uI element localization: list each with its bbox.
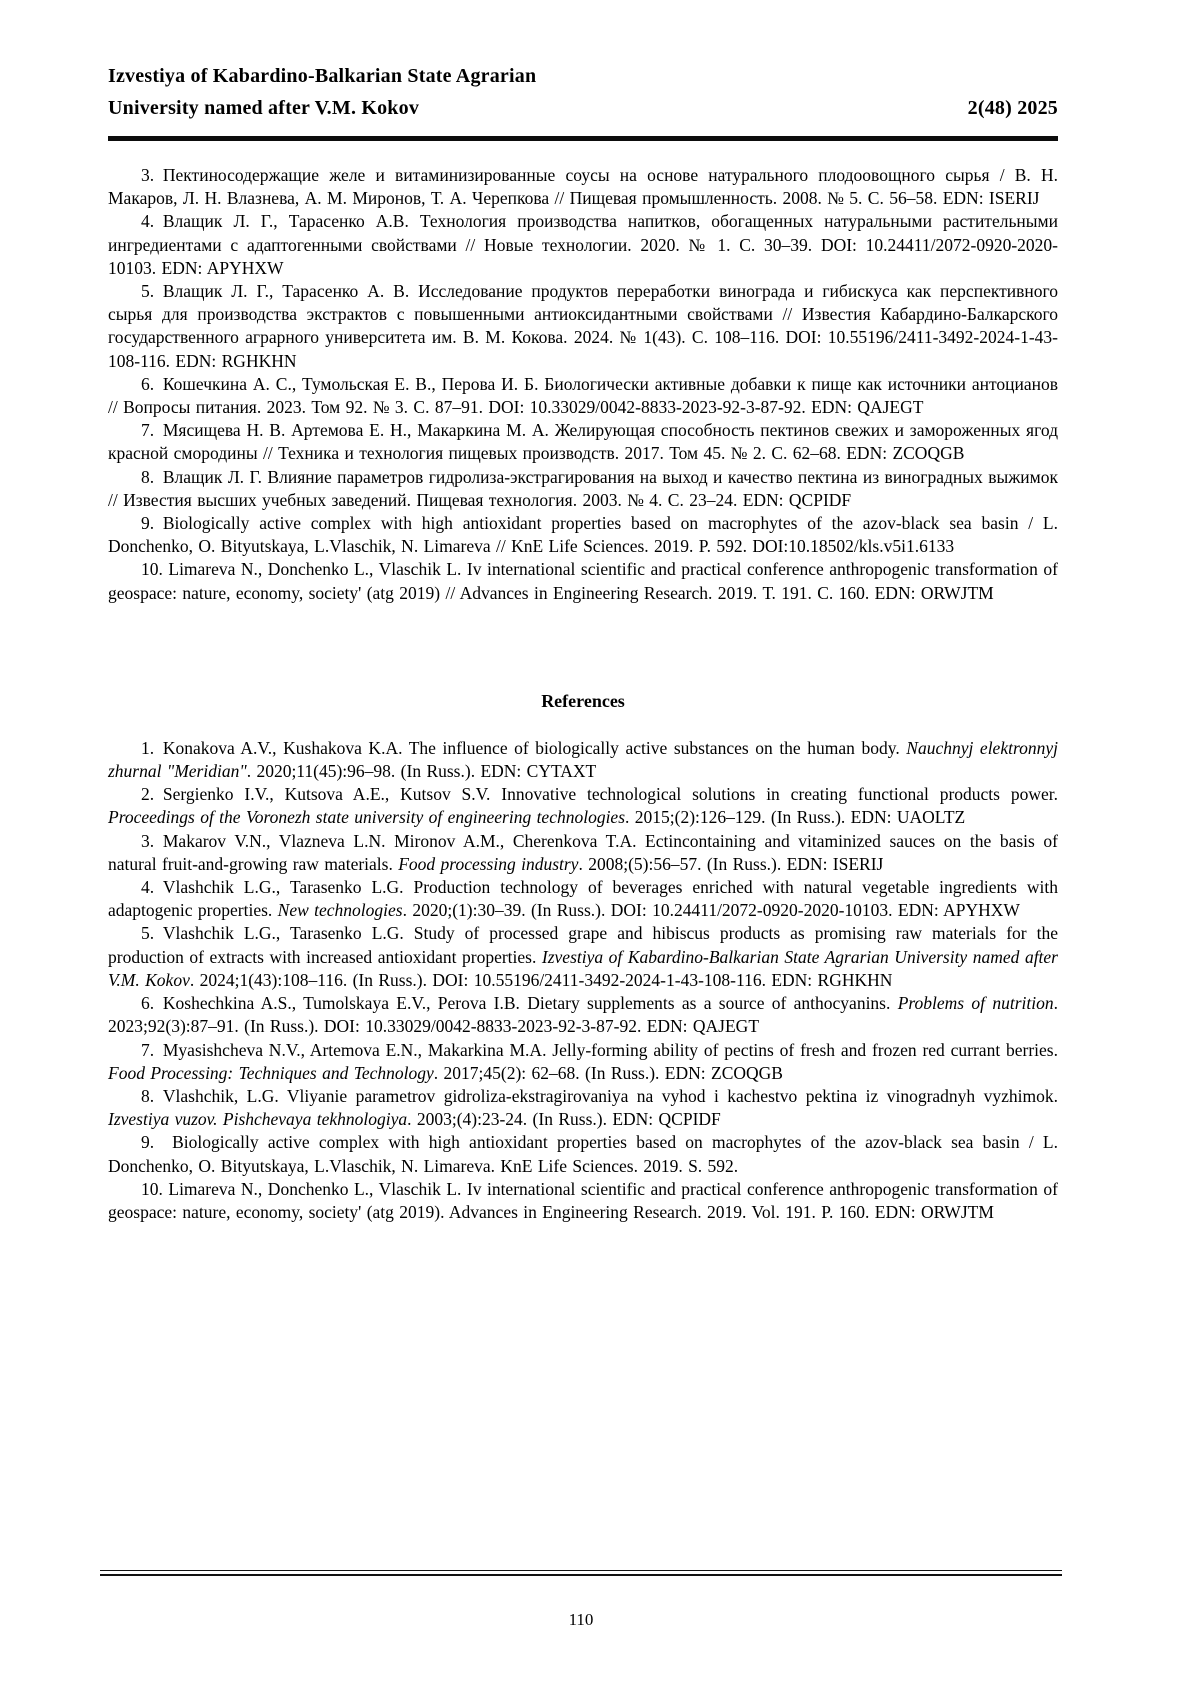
journal-title-italic: Problems of nutrition [897,993,1054,1014]
reference-item [108,512,1058,558]
journal-title-italic: Food Processing: Techniques and Technology [108,1062,434,1083]
footer-rule [100,1570,1062,1576]
english-references-section [108,737,1058,1224]
russian-references-section [108,164,1058,605]
references-heading: References [541,690,625,711]
reference-item [108,1085,1058,1131]
reference-text: . 2024;1(43):108–116. (In Russ.). DOI: 10.55196/2411-3492-2024-1-43-108-116. EDN: RGHKHN [189,969,893,990]
reference-item [108,737,1058,783]
reference-text: 8. Vlashchik, L.G. Vliyanie parametrov gidroliza-ekstragirovaniya na vyhod i kachestvo pektina iz vinogradnyh vyzhimok. [141,1085,1058,1106]
reference-text: 9. Biologically active complex with high antioxidant properties based on macrophytes of the azov-black sea basin / L. Donchenko, O. Bityutskaya, L.Vlaschik, N. Limareva. KnE Life Sciences. 2019. S. 592. [108,1132,1058,1176]
issue-number: 2(48) 2025 [967,97,1058,119]
reference-text: 5. Vlashchik L.G., Tarasenko L.G. Study of processed grape and hibiscus products as promising raw materials for the production of extracts with increased antioxidant properties. [108,923,1058,967]
reference-item [108,876,1058,922]
journal-title-line2-row [108,92,1058,124]
reference-item [108,992,1058,1038]
reference-text: 5. Влащик Л. Г., Тарасенко А. В. Исследование продуктов переработки винограда и гибискуса как перспективного сырья для производства экстрактов с повышенными антиоксидантными свойствами // Известия Кабардино-Балкарского государственного аграрного университета им. В. М. Кокова. 2024. № 1(43). С. 108–116. DOI: 10.55196/2411-3492-2024-1-43-108-116. EDN: RGHKHN [108,281,1058,371]
reference-item [108,164,1058,210]
reference-text: 1. Konakova A.V., Kushakova K.A. The influence of biologically active substances on the human body. [141,737,907,758]
reference-item [108,1131,1058,1177]
reference-text: . 2015;(2):126–129. (In Russ.). EDN: UAOLTZ [625,807,966,828]
reference-text: 10. Limareva N., Donchenko L., Vlaschik L. Iv international scientific and practical conference anthropogenic transformation of geospace: nature, economy, society' (atg 2019) // Advances in Engineering Research. 2019. Т. 191. С. 160. EDN: ORWJTM [108,559,1058,603]
reference-item [108,830,1058,876]
reference-text: 4. Vlashchik L.G., Tarasenko L.G. Production technology of beverages enriched with natural vegetable ingredients with adaptogenic properties. [108,877,1058,921]
reference-text: . 2020;11(45):96–98. (In Russ.). EDN: CYTAXT [246,761,597,782]
reference-item [108,1178,1058,1224]
journal-title-italic: Proceedings of the Voronezh state university of engineering technologies [108,807,626,828]
reference-text: 10. Limareva N., Donchenko L., Vlaschik L. Iv international scientific and practical conference anthropogenic transformation of geospace: nature, economy, society' (atg 2019). Advances in Engineering Research. 2019. Vol. 191. P. 160. EDN: ORWJTM [108,1178,1058,1222]
reference-item [108,922,1058,992]
reference-text: 3. Makarov V.N., Vlazneva L.N. Mironov A.M., Cherenkova T.A. Ectincontaining and vitaminized sauces on the basis of natural fruit-and-growing raw materials. [108,830,1058,874]
reference-text: 8. Влащик Л. Г. Влияние параметров гидролиза-экстрагирования на выход и качество пектина из виноградных выжимок // Известия высших учебных заведений. Пищевая технология. 2003. № 4. С. 23–24. EDN: QCPIDF [108,466,1058,510]
reference-item [108,466,1058,512]
page-number: 110 [568,1610,594,1629]
reference-item [108,558,1058,604]
reference-text: 7. Мясищева Н. В. Артемова Е. Н., Макаркина М. А. Желирующая способность пектинов свежих и замороженных ягод красной смородины // Техника и технология пищевых производств. 2017. Том 45. № 2. С. 62–68. EDN: ZCOQGB [108,420,1058,464]
reference-text: . 2017;45(2): 62–68. (In Russ.). EDN: ZCOQGB [433,1062,783,1083]
reference-item [108,783,1058,829]
reference-item [108,373,1058,419]
journal-title-italic: Izvestiya vuzov. Pishchevaya tekhnologiya [108,1109,408,1130]
reference-item [108,210,1058,280]
reference-text: 9. Biologically active complex with high antioxidant properties based on macrophytes of the azov-black sea basin / L. Donchenko, O. Bityutskaya, L.Vlaschik, N. Limareva // KnE Life Sciences. 2019. P. 592. DOI:10.18502/kls.v5i1.6133 [108,513,1058,557]
header-rule [108,136,1058,141]
reference-text: 2. Sergienko I.V., Kutsova A.E., Kutsov S.V. Innovative technological solutions in creating functional products power. [141,784,1058,805]
reference-text: 3. Пектиносодержащие желе и витаминизированные соусы на основе натурального плодоовощного сырья / В. Н. Макаров, Л. Н. Влазнева, А. М. Миронов, Т. А. Черепкова // Пищевая промышленность. 2008. № 5. С. 56–58. EDN: ISERIJ [108,165,1058,209]
reference-text: 4. Влащик Л. Г., Тарасенко А.В. Технология производства напитков, обогащенных натуральными растительными ингредиентами с адаптогенными свойствами // Новые технологии. 2020. № 1. С. 30–39. DOI: 10.24411/2072-0920-2020-10103. EDN: APYHXW [108,211,1058,278]
reference-text: 6. Koshechkina A.S., Tumolskaya E.V., Perova I.B. Dietary supplements as a source of anthocyanins. [141,993,898,1014]
reference-item [108,280,1058,373]
page-body [108,164,1058,1224]
page-header [108,0,1058,141]
reference-item [108,1039,1058,1085]
journal-title-italic: New technologies [277,900,403,921]
journal-title-italic: Food processing industry [398,853,579,874]
reference-text: 6. Кошечкина А. С., Тумольская Е. В., Перова И. Б. Биологически активные добавки к пище как источники антоцианов // Вопросы питания. 2023. Том 92. № 3. С. 87–91. DOI: 10.33029/0042-8833-2023-92-3-87-92. EDN: QAJEGT [108,373,1058,418]
reference-text: . 2003;(4):23-24. (In Russ.). EDN: QCPIDF [407,1109,721,1130]
reference-text: . 2008;(5):56–57. (In Russ.). EDN: ISERIJ [578,853,884,874]
reference-item [108,419,1058,465]
journal-title-italic: Izvestiya of Kabardino-Balkarian State Agrarian University named after V.M. Kokov [108,946,1058,990]
reference-text: . 2023;92(3):87–91. (In Russ.). DOI: 10.33029/0042-8833-2023-92-3-87-92. EDN: QAJEGT [108,993,1058,1037]
page-footer [100,1570,1062,1630]
reference-text: . 2020;(1):30–39. (In Russ.). DOI: 10.24411/2072-0920-2020-10103. EDN: APYHXW [402,900,1020,921]
reference-text: 7. Myasishcheva N.V., Artemova E.N., Makarkina M.A. Jelly-forming ability of pectins of fresh and frozen red currant berries. [141,1039,1058,1060]
journal-title-line2: University named after V.M. Kokov [108,97,420,119]
journal-title-italic: Nauchnyj elektronnyj zhurnal "Meridian" [108,737,1058,782]
journal-title-line1: Izvestiya of Kabardino-Balkarian State Agrarian [108,65,537,87]
